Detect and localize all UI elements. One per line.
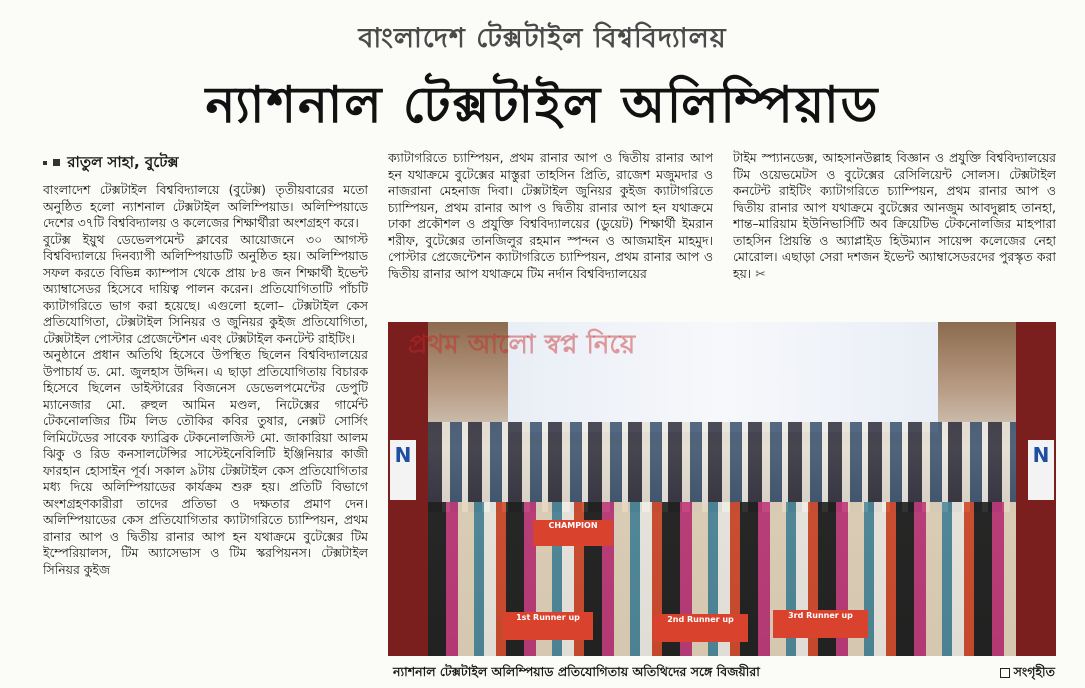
article-column-1 [43,182,368,688]
article-column-2 [388,150,713,315]
credit-text: সংগৃহীত [1013,664,1055,679]
kicker-title: বাংলাদেশ টেক্সটাইল বিশ্ববিদ্যালয় [358,23,727,54]
headline: ন্যাশনাল টেক্সটাইল অলিম্পিয়াড [205,76,880,134]
prize-sign: 3rd Runner up [773,610,868,638]
photo-caption: ন্যাশনাল টেক্সটাইল অলিম্পিয়াড প্রতিযোগিতায় অতিথিদের সঙ্গে বিজয়ীরা [393,664,760,679]
photo-credit [1000,664,1055,684]
banner-logo-right: N [1028,440,1054,500]
bullet-icon [53,159,60,166]
bullet-icon [43,161,47,165]
credit-box-icon [1000,668,1010,678]
paragraph-text: টাইম স্প্যানডেক্স, আহসানউল্লাহ বিজ্ঞান ও প্রযুক্তি বিশ্ববিদ্যালয়ের টিম ওয়েভমেটস ও বুটেক্সের রেসিলিয়েন্ট সোলস। টেক্সটাইল কনটেন্ট রাইটিং ক্যাটাগরিতে চ্যাম্পিয়ন, প্রথম রানার আপ ও দ্বিতীয় রানার আপ যথাক্রমে বুটেক্সের আনজুম আবদুল্লাহ তানহা, শান্ত–মারিয়াম ইউনিভার্সিটি অব ক্রিয়েটিভ টেকনোলজির মাহপারা তাহসিন প্রিয়ন্তি ও অ্যাপ্লাইড হিউম্যান সায়েন্স কলেজের নেহা মোরোল। এছাড়া সেরা দশজন ইভেন্ট অ্যাম্বাসেডরদের পুরস্কৃত করা হয়। [733,150,1056,281]
prize-sign: 1st Runner up [503,612,593,640]
paragraph [733,150,1056,282]
byline-text: রাতুল সাহা, বুটেক্স [67,153,179,171]
group-photo [388,322,1056,656]
paragraph: বাংলাদেশ টেক্সটাইল বিশ্ববিদ্যালয়ে (বুটেক্স) তৃতীয়বারের মতো অনুষ্ঠিত হলো ন্যাশনাল টেক্সটাইল অলিম্পিয়াড। অলিম্পিয়াডে দেশের ৩৭টি বিশ্ববিদ্যালয় ও কলেজের শিক্ষার্থীরা অংশগ্রহণ করে। [43,182,368,230]
article-column-3 [733,150,1056,315]
watermark: প্রথম আলো স্বপ্ন নিয়ে [408,330,636,360]
prize-sign: CHAMPION [533,520,613,546]
paragraph: ক্যাটাগরিতে চ্যাম্পিয়ন, প্রথম রানার আপ ও দ্বিতীয় রানার আপ হন যথাক্রমে বুটেক্সের মাস্তুরা তাহসিন প্রিতি, রাজেশ মজুমদার ও নাজরানা মেহনাজ দিবা। টেক্সটাইল জুনিয়র কুইজ ক্যাটাগরিতে চ্যাম্পিয়ন, প্রথম রানার আপ ও দ্বিতীয় রানার আপ হন যথাক্রমে ঢাকা প্রকৌশল ও প্রযুক্তি বিশ্ববিদ্যালয়ের (ডুয়েট) শিক্ষার্থী ইমরান শরীফ, বুটেক্সের তানজিলুর রহমান স্পন্দন ও আজমাইন মাহমুদ। পোস্টার প্রেজেন্টেশন ক্যাটাগরিতে চ্যাম্পিয়ন, প্রথম রানার আপ ও দ্বিতীয় রানার আপ যথাক্রমে টিম নর্দান বিশ্ববিদ্যালয়ের [388,150,713,281]
end-mark-icon: ✂ [755,265,766,281]
paragraph: বুটেক্স ইয়ুথ ডেভেলপমেন্ট ক্লাবের আয়োজনে ৩০ আগস্ট বিশ্ববিদ্যালয়ে দিনব্যাপী অলিম্পিয়াডটি অনুষ্ঠিত হয়। অলিম্পিয়াড সফল করতে বিভিন্ন ক্যাম্পাস থেকে প্রায় ৮৪ জন শিক্ষার্থী ইভেন্ট অ্যাম্বাসেডর হিসেবে দায়িত্ব পালন করেন। প্রতিযোগিতাটি পাঁচটি ক্যাটাগরিতে ভাগ করা হয়েছে। এগুলো হলো– টেক্সটাইল কেস প্রতিযোগিতা, টেক্সটাইল সিনিয়র ও জুনিয়র কুইজ প্রতিযোগিতা, টেক্সটাইল পোস্টার প্রেজেন্টেশন এবং টেক্সটাইল কনটেন্ট রাইটিং। [43,231,368,346]
byline [43,151,178,176]
prize-sign: 2nd Runner up [653,614,748,642]
paragraph: অনুষ্ঠানে প্রধান অতিথি হিসেবে উপস্থিত ছিলেন বিশ্ববিদ্যালয়ের উপাচার্য ড. মো. জুলহাস উদ্দিন। এ ছাড়া প্রতিযোগিতায় বিচারক হিসেবে ছিলেন ডাইস্টারের বিজনেস ডেভেলপমেন্টের ডেপুটি ম্যানেজার মো. রুহুল আমিন মণ্ডল, নিটেক্সের গার্মেন্ট টেকনোলজির টিম লিড তৌকির কবির তুষার, নেক্সট সোর্সিং লিমিটেডের সাবেক ফ্যাব্রিক টেকনোলজিস্ট মো. জাকারিয়া আলম ঝিকু ও রিড কনসালটেন্সির সাস্টেইনেবিলিটি ইঞ্জিনিয়ার কাজী ফারহান হোসাইন পূর্ব। সকাল ৯টায় টেক্সটাইল কেস প্রতিযোগিতার মধ্য দিয়ে অলিম্পিয়াডের কার্যক্রম শুরু হয়। প্রতিটি বিভাগে অংশগ্রহণকারীরা তাদের প্রতিভা ও দক্ষতার প্রমাণ দেন। অলিম্পিয়াডের কেস প্রতিযোগিতার ক্যাটাগরিতে চ্যাম্পিয়ন, প্রথম রানার আপ ও দ্বিতীয় রানার আপ হন যথাক্রমে বুটেক্সের টিম ইম্পেরিয়ালস, টিম অ্যাসেভাস ও টিম স্করপিয়নস। টেক্সটাইল সিনিয়র কুইজ [43,347,368,577]
standing-row [428,422,1016,512]
banner-logo-left: N [390,440,416,500]
